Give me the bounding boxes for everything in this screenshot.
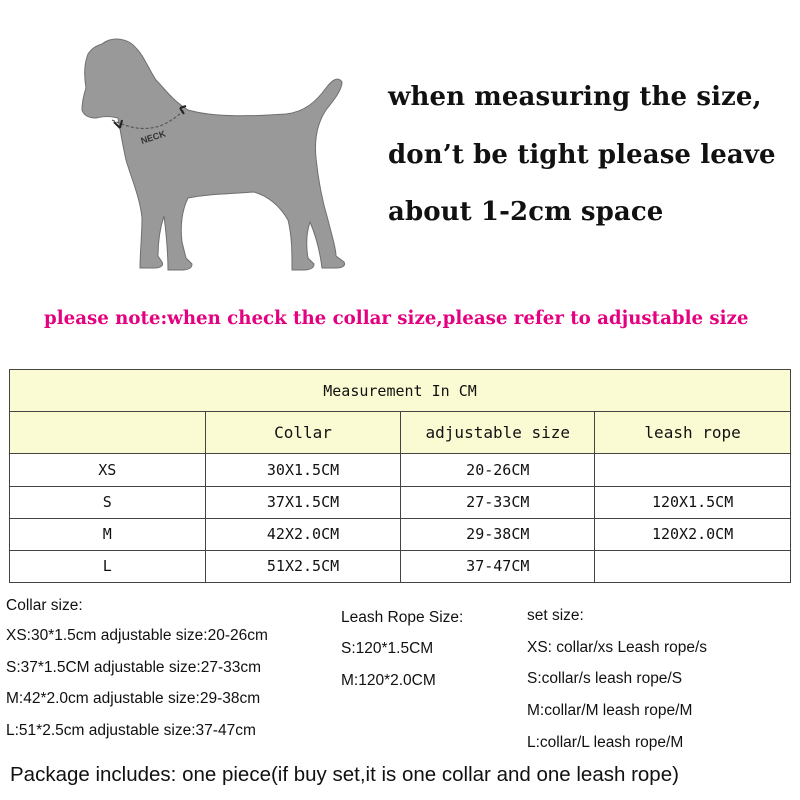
cell-collar: 37X1.5CM: [205, 486, 401, 518]
cell-leash: 120X2.0CM: [595, 518, 791, 550]
tip-line-3: about 1-2cm space: [388, 197, 664, 227]
collar-size-heading: Collar size:: [6, 597, 83, 614]
table-row: [10, 454, 791, 486]
collar-size-line: S:37*1.5CM adjustable size:27-33cm: [6, 659, 262, 676]
cell-size: XS: [10, 454, 206, 486]
table-row: [10, 550, 791, 582]
tip-line-2: don’t be tight please leave: [388, 140, 776, 170]
package-includes: Package includes: one piece(if buy set,it is one collar and one leash rope): [10, 763, 679, 786]
cell-adjustable: 29-38CM: [401, 518, 595, 550]
leash-size-line: S:120*1.5CM: [341, 640, 434, 657]
cell-size: L: [10, 550, 206, 582]
dog-body: [82, 39, 345, 270]
size-note: please note:when check the collar size,please refer to adjustable size: [44, 308, 749, 329]
set-size-line: S:collar/s leash rope/S: [527, 670, 683, 687]
cell-adjustable: 20-26CM: [401, 454, 595, 486]
collar-size-line: L:51*2.5cm adjustable size:37-47cm: [6, 722, 256, 739]
tip-line-1: when measuring the size,: [388, 82, 762, 112]
set-size-line: L:collar/L leash rope/M: [527, 734, 684, 751]
dog-illustration: [60, 30, 360, 290]
leash-size-line: M:120*2.0CM: [341, 672, 436, 689]
set-size-line: M:collar/M leash rope/M: [527, 702, 693, 719]
cell-leash: 120X1.5CM: [595, 486, 791, 518]
collar-size-line: XS:30*1.5cm adjustable size:20-26cm: [6, 627, 268, 644]
neck-label: NECK: [139, 128, 167, 146]
set-size-line: XS: collar/xs Leash rope/s: [527, 639, 708, 656]
collar-size-line: M:42*2.0cm adjustable size:29-38cm: [6, 690, 261, 707]
leash-size-heading: Leash Rope Size:: [341, 609, 464, 626]
measurement-table: [9, 369, 791, 583]
table-row: [10, 518, 791, 550]
column-header-size: [10, 412, 206, 454]
cell-leash: [595, 550, 791, 582]
cell-size: M: [10, 518, 206, 550]
dog-silhouette-icon: [60, 30, 360, 290]
cell-leash: [595, 454, 791, 486]
table-title: Measurement In CM: [10, 370, 791, 412]
column-header-leash: leash rope: [595, 412, 791, 454]
cell-collar: 30X1.5CM: [205, 454, 401, 486]
table-row: [10, 486, 791, 518]
cell-adjustable: 37-47CM: [401, 550, 595, 582]
column-header-adjustable: adjustable size: [401, 412, 595, 454]
set-size-heading: set size:: [527, 607, 584, 624]
cell-size: S: [10, 486, 206, 518]
table-header-row: [10, 412, 791, 454]
cell-collar: 51X2.5CM: [205, 550, 401, 582]
column-header-collar: Collar: [205, 412, 401, 454]
cell-adjustable: 27-33CM: [401, 486, 595, 518]
table-title-row: [10, 370, 791, 412]
cell-collar: 42X2.0CM: [205, 518, 401, 550]
